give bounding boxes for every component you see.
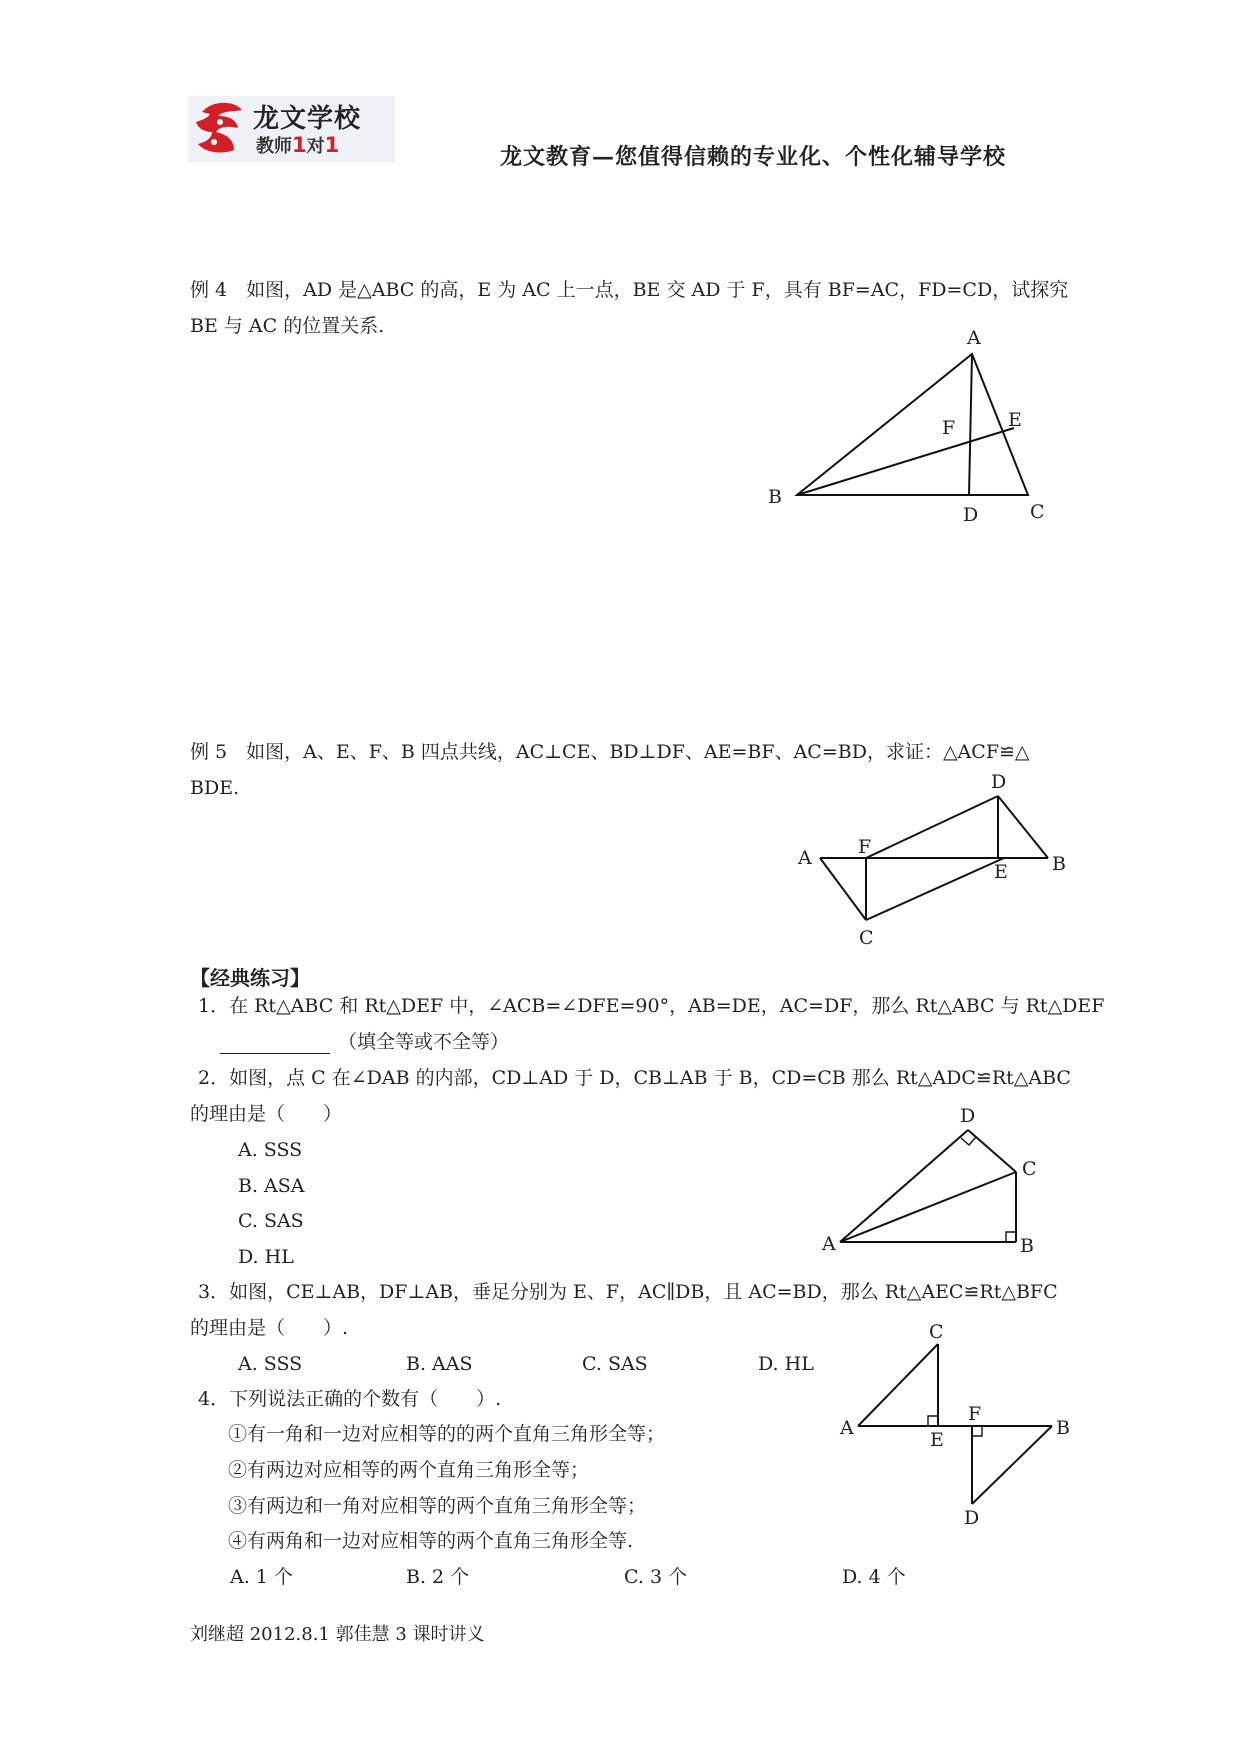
q4-item-1: ①有一角和一边对应相等的的两个直角三角形全等；	[228, 1423, 666, 1445]
segment-ac	[858, 1344, 938, 1426]
label-b: B	[768, 486, 782, 508]
label-b: B	[1020, 1235, 1034, 1257]
answer-blank[interactable]	[220, 1035, 330, 1054]
logo-emblem-icon	[190, 98, 252, 160]
q4-item-3: ③有两边和一角对应相等的两个直角三角形全等；	[228, 1495, 647, 1517]
q3-figure	[830, 1318, 1080, 1528]
segment-ac	[820, 858, 866, 920]
footer-note: 刘继超 2012.8.1 郭佳慧 3 课时讲义	[190, 1624, 485, 1645]
right-angle-e-icon	[928, 1416, 938, 1426]
example4-figure	[760, 320, 1080, 530]
label-f: F	[968, 1403, 982, 1425]
right-angle-b-icon	[1006, 1232, 1016, 1242]
q4-option-a: A. 1 个	[230, 1566, 293, 1588]
q4-option-b: B. 2 个	[406, 1566, 470, 1588]
q2-figure	[810, 1100, 1070, 1260]
example4-line2: BE 与 AC 的位置关系.	[190, 315, 385, 337]
example5-line1: 例 5 如图，A、E、F、B 四点共线，AC⊥CE、BD⊥DF、AE=BF、AC=BD，求证：△ACF≌△	[190, 741, 1030, 763]
right-angle-d-icon	[961, 1137, 976, 1145]
segment-ce	[866, 858, 1004, 920]
altitude-ad	[969, 354, 972, 495]
q4-item-4: ④有两角和一边对应相等的两个直角三角形全等.	[228, 1530, 634, 1552]
example5-figure	[790, 770, 1080, 950]
practice-title: 【经典练习】	[190, 966, 310, 990]
segment-dc	[968, 1130, 1016, 1172]
label-c: C	[929, 1321, 944, 1343]
label-c: C	[859, 927, 874, 949]
q3-option-a: A. SSS	[238, 1353, 303, 1375]
q1-line1: 1．在 Rt△ABC 和 Rt△DEF 中，∠ACB=∠DFE=90°，AB=DE，AC=DF，那么 Rt△ABC 与 Rt△DEF	[198, 995, 1105, 1017]
segment-db	[998, 796, 1048, 858]
q2-option-b: B. ASA	[238, 1175, 305, 1197]
label-a: A	[798, 847, 812, 869]
header-slogan: 龙文教育—您值得信赖的专业化、个性化辅导学校	[500, 144, 1007, 170]
q3-line1: 3．如图，CE⊥AB，DF⊥AB，垂足分别为 E、F，AC∥DB，且 AC=BD，那么 Rt△AEC≌Rt△BFC	[198, 1281, 1058, 1303]
label-f: F	[858, 836, 872, 858]
label-d: D	[963, 504, 979, 526]
q3-option-c: C. SAS	[582, 1353, 648, 1375]
label-d: D	[964, 1507, 980, 1528]
label-c: C	[1022, 1158, 1037, 1180]
segment-ad	[840, 1130, 968, 1242]
segment-db	[972, 1426, 1052, 1504]
label-d: D	[991, 771, 1007, 793]
segment-fd	[866, 796, 998, 858]
segment-ac	[840, 1172, 1016, 1242]
q2-option-c: C. SAS	[238, 1210, 304, 1232]
q4-item-2: ②有两边对应相等的两个直角三角形全等；	[228, 1459, 590, 1481]
q3-option-b: B. AAS	[406, 1353, 473, 1375]
label-d: D	[960, 1105, 976, 1127]
q4-line1: 4．下列说法正确的个数有（ ）.	[198, 1388, 502, 1410]
example5-line2: BDE.	[190, 777, 240, 799]
q4-option-c: C. 3 个	[624, 1566, 688, 1588]
q2-option-a: A. SSS	[238, 1139, 303, 1161]
logo-subtitle: 教师1对1	[256, 133, 340, 157]
label-e: E	[994, 861, 1008, 883]
label-a: A	[840, 1417, 854, 1439]
q1-line2: （填全等或不全等）	[220, 1030, 509, 1054]
label-b: B	[1052, 853, 1066, 875]
example4-line1: 例 4 如图，AD 是△ABC 的高，E 为 AC 上一点，BE 交 AD 于 F，具有 BF=AC，FD=CD，试探究	[190, 279, 1069, 301]
label-f: F	[942, 417, 956, 439]
label-a: A	[967, 327, 981, 349]
right-angle-f-icon	[972, 1426, 982, 1436]
logo-title: 龙文学校	[253, 104, 362, 134]
q4-option-d: D. 4 个	[842, 1566, 906, 1588]
q3-line2: 的理由是（ ）.	[190, 1317, 349, 1339]
q2-line1: 2．如图，点 C 在∠DAB 的内部，CD⊥AD 于 D，CB⊥AB 于 B，CD=CB 那么 Rt△ADC≌Rt△ABC	[198, 1067, 1071, 1089]
q3-option-d: D. HL	[758, 1353, 814, 1375]
triangle-abc	[797, 354, 1028, 495]
q2-option-d: D. HL	[238, 1246, 294, 1268]
segment-be	[797, 428, 1014, 495]
label-a: A	[822, 1233, 836, 1255]
label-c: C	[1030, 501, 1045, 523]
label-b: B	[1056, 1417, 1070, 1439]
label-e: E	[930, 1429, 944, 1451]
label-e: E	[1008, 409, 1022, 431]
q2-line2: 的理由是（ ）	[190, 1103, 343, 1125]
